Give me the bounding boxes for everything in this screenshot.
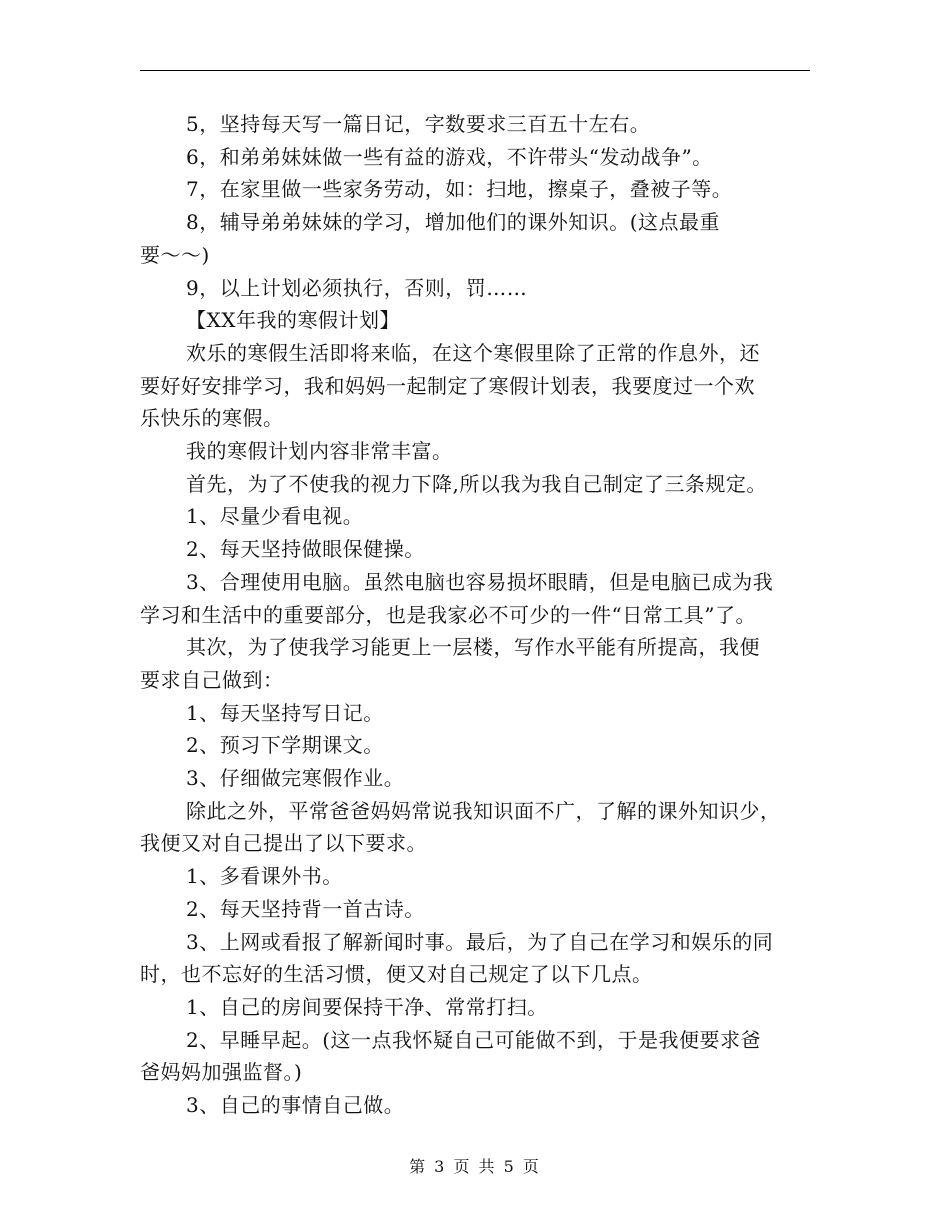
text-line: 7，在家里做一些家务劳动，如：扫地，擦桌子，叠被子等。 xyxy=(186,177,733,202)
header-rule xyxy=(140,70,810,71)
text-line: 2、每天坚持背一首古诗。 xyxy=(186,896,425,921)
text-line: 要好好安排学习，我和妈妈一起制定了寒假计划表，我要度过一个欢 xyxy=(140,373,755,398)
text-line: 3、上网或看报了解新闻时事。最后，为了自己在学习和娱乐的同 xyxy=(186,929,774,954)
text-line: 乐快乐的寒假。 xyxy=(140,406,284,431)
text-line: 2、每天坚持做眼保健操。 xyxy=(186,537,425,562)
text-line: 要求自己做到： xyxy=(140,667,284,692)
text-line: 爸妈妈加强监督。) xyxy=(140,1060,303,1085)
text-line: 除此之外，平常爸爸妈妈常说我知识面不广，了解的课外知识少， xyxy=(186,798,781,823)
text-line: 我的寒假计划内容非常丰富。 xyxy=(186,439,453,464)
text-line: 要～～) xyxy=(140,242,210,267)
text-line: 欢乐的寒假生活即将来临，在这个寒假里除了正常的作息外，还 xyxy=(186,340,760,365)
text-line: 3、合理使用电脑。虽然电脑也容易损坏眼睛，但是电脑已成为我 xyxy=(186,569,774,594)
text-line: 1、自己的房间要保持干净、常常打扫。 xyxy=(186,994,548,1019)
document-body xyxy=(140,108,812,1122)
page-footer: 第 3 页 共 5 页 xyxy=(409,1157,541,1176)
text-line: 2、早睡早起。(这一点我怀疑自己可能做不到，于是我便要求爸 xyxy=(186,1027,762,1052)
text-line: 1、每天坚持写日记。 xyxy=(186,700,384,725)
text-line: 8，辅导弟弟妹妹的学习，增加他们的课外知识。(这点最重 xyxy=(186,210,721,235)
text-line: 1、尽量少看电视。 xyxy=(186,504,364,529)
text-line: 5，坚持每天写一篇日记，字数要求三百五十左右。 xyxy=(186,112,651,136)
text-line: 2、预习下学期课文。 xyxy=(186,733,384,758)
text-line: 6，和弟弟妹妹做一些有益的游戏，不许带头“发动战争”。 xyxy=(186,144,713,169)
text-line: 1、多看课外书。 xyxy=(186,864,343,889)
text-line: 首先，为了不使我的视力下降,所以我为我自己制定了三条规定。 xyxy=(186,471,767,496)
text-line: 【XX年我的寒假计划】 xyxy=(186,308,400,333)
text-line: 3、仔细做完寒假作业。 xyxy=(186,766,405,791)
text-line: 时，也不忘好的生活习惯，便又对自己规定了以下几点。 xyxy=(140,962,653,987)
text-line: 3、自己的事情自己做。 xyxy=(186,1093,405,1118)
text-line: 9，以上计划必须执行，否则，罚…… xyxy=(186,275,528,300)
text-line: 其次，为了使我学习能更上一层楼，写作水平能有所提高，我便 xyxy=(186,635,760,660)
text-line: 我便又对自己提出了以下要求。 xyxy=(140,831,427,856)
text-line: 学习和生活中的重要部分，也是我家必不可少的一件“日常工具”了。 xyxy=(140,602,756,627)
